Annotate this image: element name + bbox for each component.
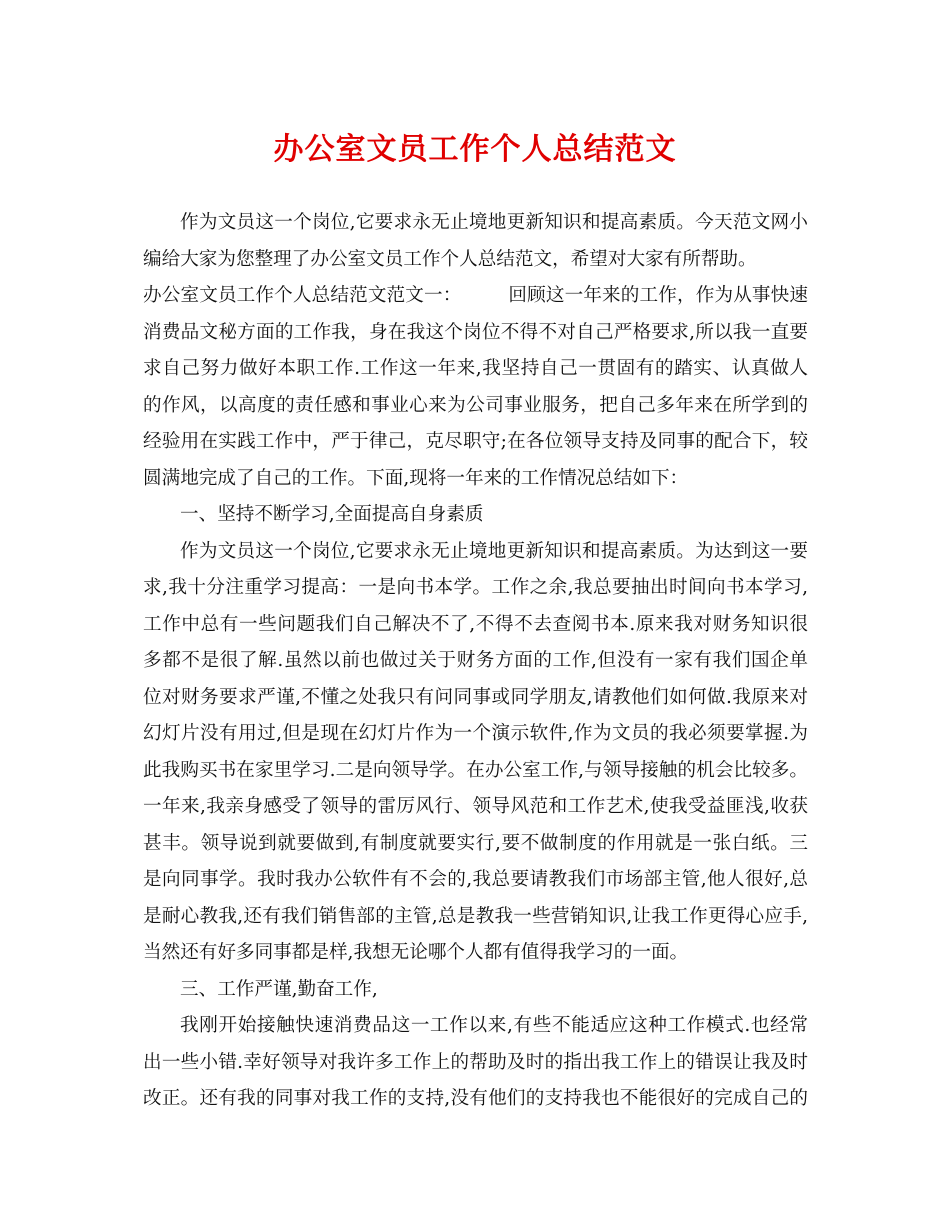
paragraph-line: 求,我十分注重学习提高：一是向书本学。工作之余,我总要抽出时间向书本学习, <box>143 577 808 598</box>
paragraph-line: 一年来,我亲身感受了领导的雷厉风行、领导风范和工作艺术,使我受益匪浅,收获 <box>143 796 808 817</box>
paragraph-line: 幻灯片没有用过,但是现在幻灯片作为一个演示软件,作为文员的我必须要掌握.为 <box>143 723 808 744</box>
paragraph-line: 作为文员这一个岗位,它要求永无止境地更新知识和提高素质。为达到这一要 <box>180 540 808 562</box>
paragraph-line: 圆满地完成了自己的工作。下面,现将一年来的工作情况总结如下： <box>143 467 689 489</box>
section-heading: 一、坚持不断学习,全面提高自身素质 <box>180 504 484 525</box>
paragraph-line: 消费品文秘方面的工作我，身在我这个岗位不得不对自己严格要求,所以我一直要 <box>143 321 808 343</box>
paragraph-line: 甚丰。领导说到就要做到,有制度就要实行,要不做制度的作用就是一张白纸。三 <box>143 832 808 854</box>
document-body <box>143 205 808 1118</box>
document-title: 办公室文员工作个人总结范文 <box>273 132 677 167</box>
section-heading: 三、工作严谨,勤奋工作, <box>180 978 378 1000</box>
paragraph-line: 位对财务要求严谨,不懂之处我只有问同事或同学朋友,请教他们如何做.我原来对 <box>143 686 808 708</box>
paragraph-line: 此我购买书在家里学习.二是向领导学。在办公室工作,与领导接触的机会比较多。 <box>143 759 808 781</box>
paragraph-line: 求自己努力做好本职工作.工作这一年来,我坚持自己一贯固有的踏实、认真做人 <box>143 358 808 379</box>
paragraph-line: 改正。还有我的同事对我工作的支持,没有他们的支持我也不能很好的完成自己的 <box>143 1088 808 1109</box>
paragraph-line: 多都不是很了解.虽然以前也做过关于财务方面的工作,但没有一家有我们国企单 <box>143 650 808 671</box>
paragraph-line: 出一些小错.幸好领导对我许多工作上的帮助及时的指出我工作上的错误让我及时 <box>143 1051 808 1073</box>
paragraph-line: 是耐心教我,还有我们销售部的主管,总是教我一些营销知识,让我工作更得心应手, <box>143 905 808 927</box>
paragraph-line: 办公室文员工作个人总结范文范文一： 回顾这一年来的工作，作为从事快速 <box>143 285 808 306</box>
paragraph-line: 经验用在实践工作中，严于律己，克尽职守;在各位领导支持及同事的配合下，较 <box>143 431 808 452</box>
paragraph-line: 当然还有好多同事都是样,我想无论哪个人都有值得我学习的一面。 <box>143 942 689 963</box>
paragraph-line: 编给大家为您整理了办公室文员工作个人总结范文，希望对大家有所帮助。 <box>143 248 757 270</box>
paragraph-line: 作为文员这一个岗位,它要求永无止境地更新知识和提高素质。今天范文网小 <box>180 212 808 233</box>
paragraph-line: 的作风，以高度的责任感和事业心来为公司事业服务，把自己多年来在所学到的 <box>143 394 808 416</box>
paragraph-line: 是向同事学。我时我办公软件有不会的,我总要请教我们市场部主管,他人很好,总 <box>143 869 808 890</box>
paragraph-line: 我刚开始接触快速消费品这一工作以来,有些不能适应这种工作模式.也经常 <box>180 1015 808 1036</box>
paragraph-line: 工作中总有一些问题我们自己解决不了,不得不去查阅书本.原来我对财务知识很 <box>143 613 808 635</box>
